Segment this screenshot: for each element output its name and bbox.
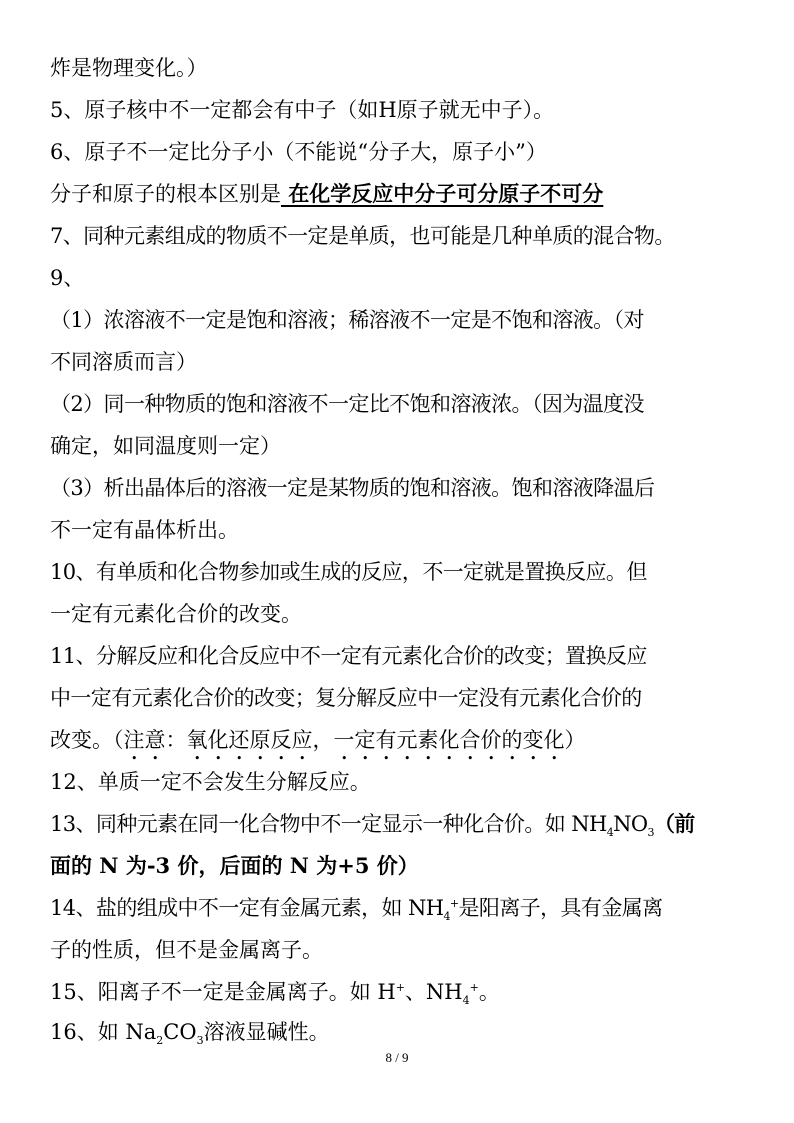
- text-line: 不一定有晶体析出。: [50, 518, 239, 542]
- text-line: （3）析出晶体后的溶液一定是某物质的饱和溶液。饱和溶液降温后: [50, 476, 655, 500]
- text-line: 子的性质，但不是金属离子。: [50, 938, 323, 962]
- superscript: +: [395, 981, 405, 994]
- text-line: 中一定有元素化合价的改变；复分解反应中一定没有元素化合价的: [50, 686, 642, 710]
- text-segment: CO: [163, 1020, 197, 1044]
- subscript: 3: [647, 826, 654, 840]
- text-segment: ）: [564, 728, 586, 752]
- subscript: 4: [443, 910, 450, 924]
- text-line: [50, 727, 750, 765]
- text-line: （2）同一种物质的饱和溶液不一定比不饱和溶液浓。（因为温度没: [50, 392, 644, 416]
- text-line: 6、原子不一定比分子小（不能说“分子大，原子小”）: [50, 140, 547, 164]
- question-text: 分子和原子的根本区别是: [50, 182, 281, 206]
- text-line: 7、同种元素组成的物质不一定是单质，也可能是几种单质的混合物。: [50, 224, 675, 248]
- text-line: [50, 979, 750, 1008]
- subscript: 4: [462, 994, 470, 1008]
- text-line: 炸是物理变化。）: [50, 56, 208, 80]
- text-line: [50, 811, 750, 840]
- text-line: 一定有元素化合价的改变。: [50, 602, 302, 626]
- bold-text: （前: [653, 811, 695, 836]
- text-segment: 16、如 Na: [50, 1020, 157, 1044]
- text-line: （1）浓溶液不一定是饱和溶液；稀溶液不一定是不饱和溶液。（对: [50, 308, 644, 332]
- subscript: 4: [606, 826, 614, 840]
- text-segment: 改变。（: [50, 728, 124, 752]
- text-line: [50, 895, 750, 924]
- subscript: 2: [156, 1034, 164, 1048]
- page-number: 8 / 9: [385, 1050, 409, 1065]
- emphasized-note: 注意：氧化还原反应，一定有元素化合价的变化: [123, 728, 565, 752]
- text-line: 11、分解反应和化合反应中不一定有元素化合价的改变；置换反应: [50, 644, 647, 668]
- text-segment: 是阳离子，具有金属离: [458, 896, 663, 920]
- superscript: +: [449, 897, 459, 910]
- text-segment: 、NH: [404, 980, 463, 1004]
- text-line: 9、: [50, 266, 85, 290]
- text-line: 5、原子核中不一定都会有中子（如H原子就无中子）。: [50, 98, 555, 122]
- text-line: [50, 181, 750, 207]
- text-segment: 。: [478, 980, 500, 1004]
- text-segment: NO: [613, 812, 648, 836]
- subscript: 3: [196, 1034, 204, 1048]
- text-segment: 15、阳离子不一定是金属离子。如 H: [50, 980, 396, 1004]
- text-line: 面的 N 为-3 价，后面的 N 为+5 价）: [50, 853, 419, 878]
- text-segment: 14、盐的组成中不一定有金属元素，如 NH: [50, 896, 444, 920]
- text-line: [50, 1019, 750, 1048]
- text-line: 确定，如同温度则一定）: [50, 434, 281, 458]
- superscript: +: [469, 981, 479, 994]
- underlined-answer: 在化学反应中分子可分原子不可分: [281, 181, 604, 206]
- text-line: 10、有单质和化合物参加或生成的反应，不一定就是置换反应。但: [50, 560, 647, 584]
- text-segment: 溶液显碱性。: [203, 1020, 330, 1044]
- text-line: 12、单质一定不会发生分解反应。: [50, 770, 371, 794]
- text-line: 不同溶质而言）: [50, 350, 197, 374]
- text-segment: 13、同种元素在同一化合物中不一定显示一种化合价。如 NH: [50, 812, 607, 836]
